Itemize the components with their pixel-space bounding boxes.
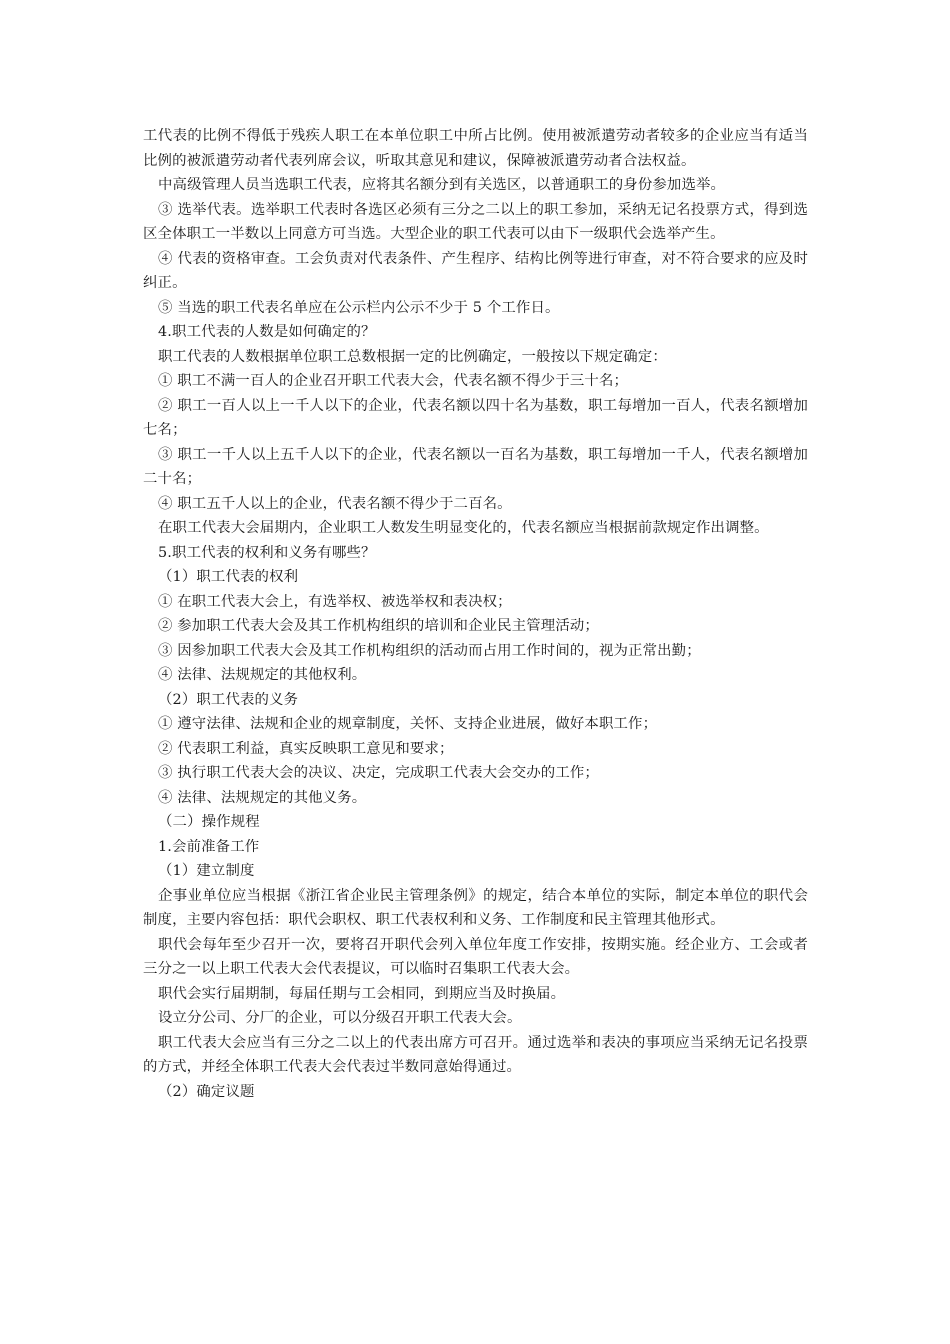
list-item-4: ④ 职工五千人以上的企业，代表名额不得少于二百名。	[158, 495, 512, 512]
list-item-2: ② 职工一百人以上一千人以下的企业，代表名额以四十名为基数，职工每增加一百人，代表名额增加七名；	[143, 397, 808, 438]
section-heading-4: 4.职工代表的人数是如何确定的？	[158, 324, 376, 340]
list-item-1: ① 职工不满一百人的企业召开职工代表大会，代表名额不得少于三十名；	[158, 373, 629, 389]
section-heading-5: 5.职工代表的权利和义务有哪些？	[158, 544, 376, 561]
document-body	[143, 124, 808, 1104]
paragraph-4: ④ 代表的资格审查。工会负责对代表条件、产生程序、结构比例等进行审查，对不符合要求的应及时纠正。	[143, 250, 808, 291]
paragraph-3: ③ 选举代表。选举职工代表时各选区必须有三分之二以上的职工参加，采纳无记名投票方式，得到选区全体职工一半数以上同意方可当选。大型企业的职工代表可以由下一级职代会选举产生。	[143, 201, 808, 242]
paragraph-31: 职工代表大会应当有三分之二以上的代表出席方可召开。通过选举和表决的事项应当采纳无记名投票的方式，并经全体职工代表大会代表过半数同意始得通过。	[143, 1034, 808, 1075]
duties-item-1: ① 遵守法律、法规和企业的规章制度，关怀、支持企业进展，做好本职工作；	[158, 716, 658, 732]
rights-item-4: ④ 法律、法规规定的其他权利。	[158, 667, 367, 683]
duties-item-3: ③ 执行职工代表大会的决议、决定，完成职工代表大会交办的工作；	[158, 765, 599, 781]
subheading-rights: （1）职工代表的权利	[158, 569, 299, 585]
section-heading-operations: （二）操作规程	[158, 814, 260, 830]
rights-item-1: ① 在职工代表大会上，有选举权、被选举权和表决权；	[158, 593, 512, 610]
subheading-establish-system: （1）建立制度	[158, 863, 255, 879]
paragraph-29: 职代会实行届期制，每届任期与工会相同，到期应当及时换届。	[158, 985, 566, 1002]
paragraph-1: 工代表的比例不得低于残疾人职工在本单位职工中所占比例。使用被派遣劳动者较多的企业应当有适当比例的被派遣劳动者代表列席会议，听取其意见和建议，保障被派遣劳动者合法权益。	[143, 128, 808, 169]
duties-item-4: ④ 法律、法规规定的其他义务。	[158, 789, 367, 806]
paragraph-2: 中高级管理人员当选职工代表，应将其名额分到有关选区，以普通职工的身份参加选举。	[158, 177, 726, 193]
paragraph-30: 设立分公司、分厂的企业，可以分级召开职工代表大会。	[158, 1010, 522, 1026]
paragraph-5: ⑤ 当选的职工代表名单应在公示栏内公示不少于 5 个工作日。	[158, 299, 560, 316]
subheading-duties: （2）职工代表的义务	[158, 691, 299, 708]
rights-item-3: ③ 因参加职工代表大会及其工作机构组织的活动而占用工作时间的，视为正常出勤；	[158, 642, 701, 659]
subheading-preparation: 1.会前准备工作	[158, 838, 260, 855]
list-item-3: ③ 职工一千人以上五千人以下的企业，代表名额以一百名为基数，职工每增加一千人，代表名额增加二十名；	[143, 446, 808, 487]
subheading-determine-topics: （2）确定议题	[158, 1083, 255, 1100]
paragraph-27: 企事业单位应当根据《浙江省企业民主管理条例》的规定，结合本单位的实际，制定本单位的职代会制度，主要内容包括：职代会职权、职工代表权利和义务、工作制度和民主管理其他形式。	[143, 887, 808, 928]
paragraph-7: 职工代表的人数根据单位职工总数根据一定的比例确定，一般按以下规定确定：	[158, 348, 667, 365]
paragraph-28: 职代会每年至少召开一次，要将召开职代会列入单位年度工作安排，按期实施。经企业方、工会或者三分之一以上职工代表大会代表提议，可以临时召集职工代表大会。	[143, 936, 808, 977]
paragraph-12: 在职工代表大会届期内，企业职工人数发生明显变化的，代表名额应当根据前款规定作出调整。	[158, 520, 769, 536]
rights-item-2: ② 参加职工代表大会及其工作机构组织的培训和企业民主管理活动；	[158, 618, 599, 634]
duties-item-2: ② 代表职工利益，真实反映职工意见和要求；	[158, 740, 454, 757]
